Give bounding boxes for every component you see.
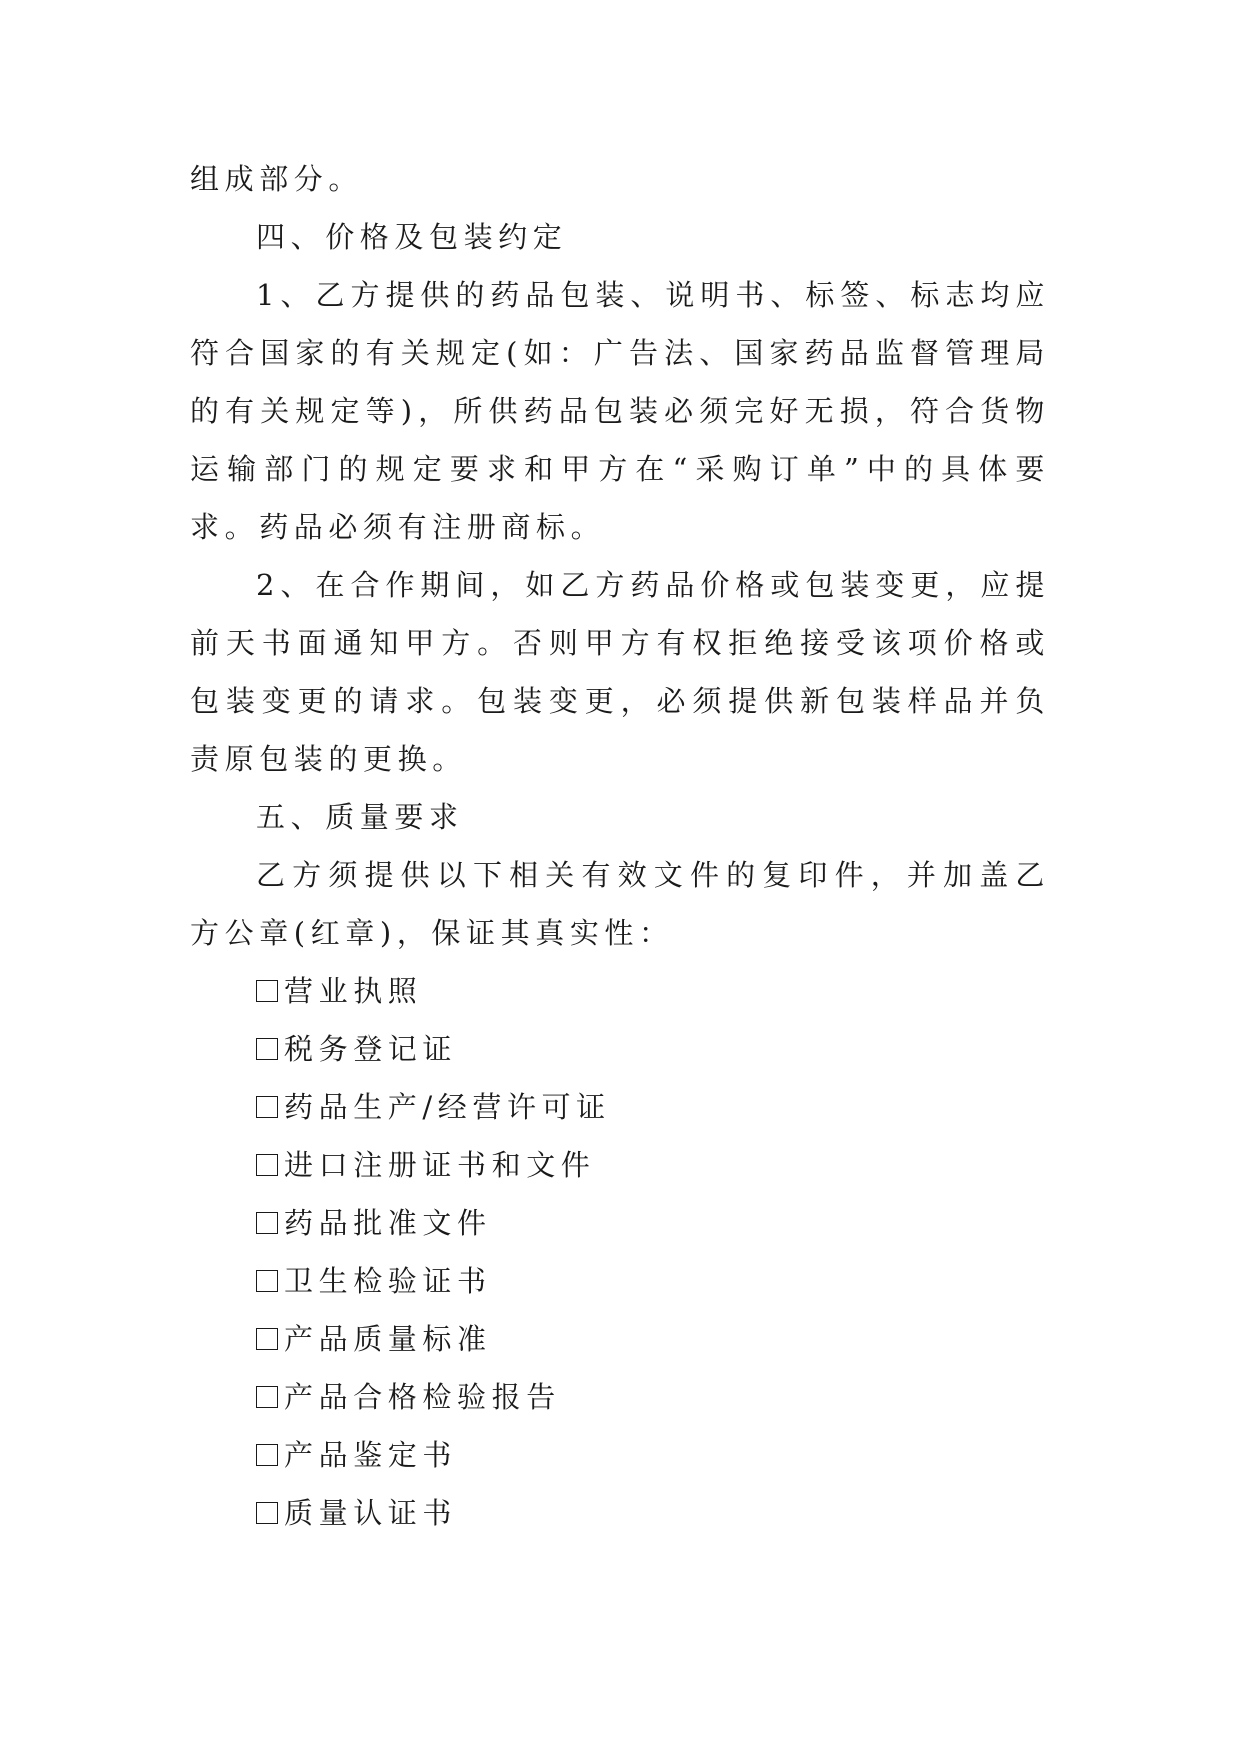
checklist-item-label: 产品鉴定书 (284, 1438, 458, 1472)
section-heading-price-packaging: 四、价格及包装约定 (256, 220, 568, 254)
checklist-item (190, 962, 1050, 1020)
checklist-item (190, 1426, 1050, 1484)
checkbox[interactable] (256, 1328, 278, 1350)
checklist-item (190, 1252, 1050, 1310)
checklist-item-label: 进口注册证书和文件 (284, 1148, 596, 1182)
document-body (190, 150, 1050, 1542)
checkbox[interactable] (256, 1038, 278, 1060)
checklist-item (190, 1136, 1050, 1194)
checkbox[interactable] (256, 1212, 278, 1234)
checklist-item-label: 药品批准文件 (284, 1206, 492, 1240)
clause-2-price-change-notice: 2、在合作期间，如乙方药品价格或包装变更，应提前天书面通知甲方。否则甲方有权拒绝接受该项价格或包装变更的请求。包装变更，必须提供新包装样品并负责原包装的更换。 (190, 568, 1050, 776)
checklist-item-label: 税务登记证 (284, 1032, 458, 1066)
checkbox[interactable] (256, 1154, 278, 1176)
paragraph-continuation: 组成部分。 (190, 162, 364, 196)
checklist-item-label: 营业执照 (284, 974, 423, 1008)
checklist-item (190, 1310, 1050, 1368)
checkbox[interactable] (256, 1444, 278, 1466)
documents-intro-paragraph: 乙方须提供以下相关有效文件的复印件，并加盖乙方公章(红章)，保证其真实性： (190, 858, 1050, 950)
checklist-item (190, 1078, 1050, 1136)
checkbox[interactable] (256, 1096, 278, 1118)
required-documents-checklist (190, 962, 1050, 1542)
checklist-item-label: 产品质量标准 (284, 1322, 492, 1356)
checklist-item-label: 质量认证书 (284, 1496, 458, 1530)
checklist-item (190, 1484, 1050, 1542)
checkbox[interactable] (256, 1502, 278, 1524)
checklist-item (190, 1194, 1050, 1252)
checklist-item-label: 产品合格检验报告 (284, 1380, 561, 1414)
clause-1-packaging-requirements: 1、乙方提供的药品包装、说明书、标签、标志均应符合国家的有关规定(如：广告法、国家药品监督管理局的有关规定等)，所供药品包装必须完好无损，符合货物运输部门的规定要求和甲方在“采购订单”中的具体要求。药品必须有注册商标。 (190, 278, 1050, 544)
checklist-item (190, 1368, 1050, 1426)
section-heading-quality-requirements: 五、质量要求 (256, 800, 464, 834)
checkbox[interactable] (256, 1386, 278, 1408)
checkbox[interactable] (256, 980, 278, 1002)
checkbox[interactable] (256, 1270, 278, 1292)
checklist-item-label: 药品生产/经营许可证 (284, 1090, 611, 1124)
checklist-item-label: 卫生检验证书 (284, 1264, 492, 1298)
checklist-item (190, 1020, 1050, 1078)
